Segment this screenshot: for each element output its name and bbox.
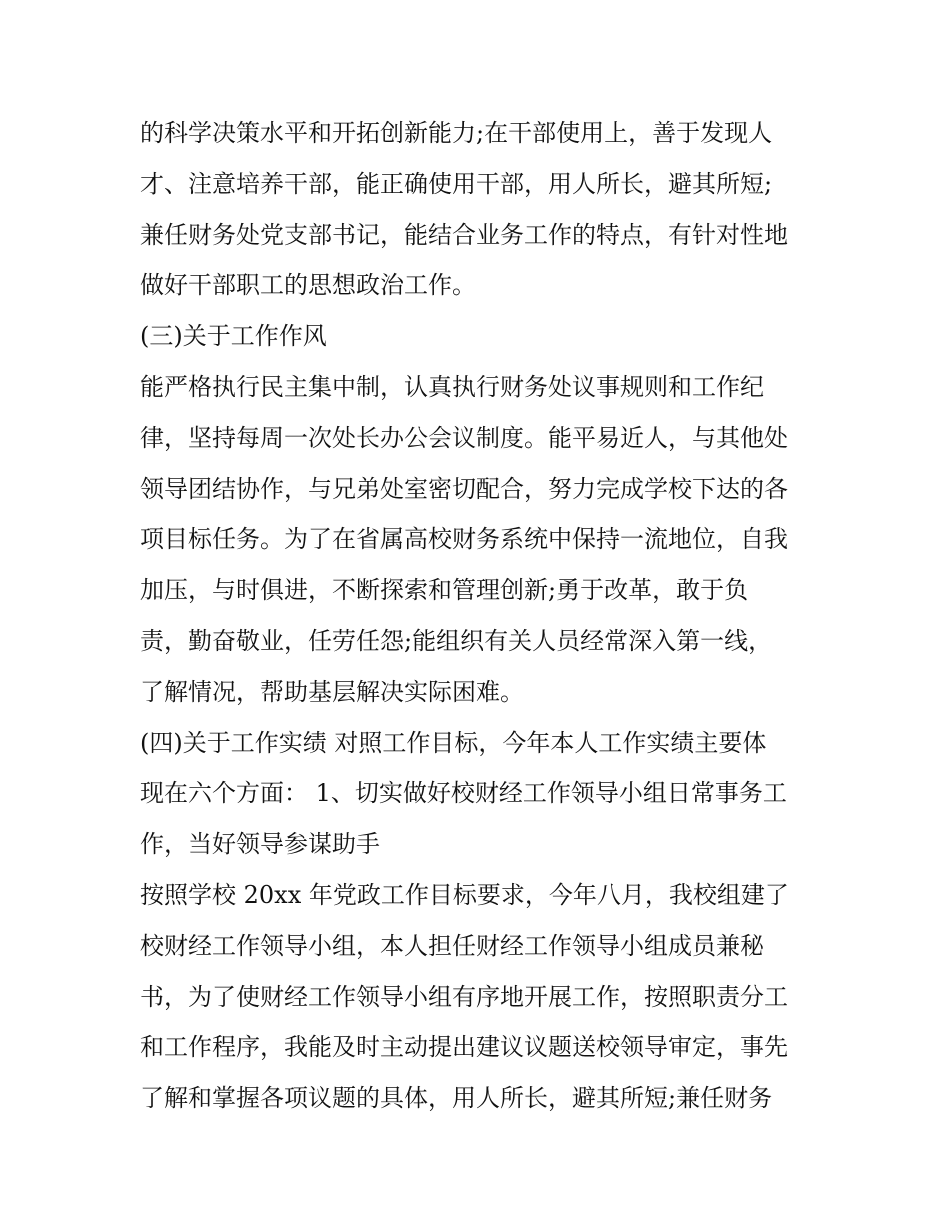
text-line: 书，为了使财经工作领导小组有序地开展工作，按照职责分工 xyxy=(140,982,788,1011)
section-heading: (四)关于工作实绩 对照工作目标，今年本人工作实绩主要体 xyxy=(140,728,767,757)
text-line: 领导团结协作，与兄弟处室密切配合，努力完成学校下达的各 xyxy=(140,474,788,503)
text-line: 能严格执行民主集中制，认真执行财务处议事规则和工作纪 xyxy=(140,372,764,401)
text-line: 做好干部职工的思想政治工作。 xyxy=(140,271,476,300)
text-line: 加压，与时俱进，不断探索和管理创新;勇于改革，敢于负 xyxy=(140,576,749,605)
text-line: 项目标任务。为了在省属高校财务系统中保持一流地位，自我 xyxy=(140,525,788,554)
text-line: 了解和掌握各项议题的具体，用人所长，避其所短;兼任财务 xyxy=(140,1084,773,1113)
text-line: 兼任财务处党支部书记，能结合业务工作的特点，有针对性地 xyxy=(140,220,788,249)
text-line: 才、注意培养干部，能正确使用干部，用人所长，避其所短; xyxy=(140,169,773,198)
text-line: 律，坚持每周一次处长办公会议制度。能平易近人，与其他处 xyxy=(140,423,788,452)
text-line: 责，勤奋敬业，任劳任怨;能组织有关人员经常深入第一线， xyxy=(140,626,773,655)
text-line: 按照学校 20xx 年党政工作目标要求，今年八月，我校组建了 xyxy=(140,880,789,909)
text-line: 作，当好领导参谋助手 xyxy=(140,830,380,859)
text-line: 了解情况，帮助基层解决实际困难。 xyxy=(140,677,524,706)
document-body xyxy=(140,108,820,1124)
text-line: 的科学决策水平和开拓创新能力;在干部使用上，善于发现人 xyxy=(140,119,773,147)
section-heading: (三)关于工作作风 xyxy=(140,322,327,351)
text-line: 校财经工作领导小组，本人担任财经工作领导小组成员兼秘 xyxy=(140,931,764,960)
text-line: 和工作程序，我能及时主动提出建议议题送校领导审定，事先 xyxy=(140,1033,788,1062)
text-line: 现在六个方面： 1、切实做好校财经工作领导小组日常事务工 xyxy=(140,779,787,808)
